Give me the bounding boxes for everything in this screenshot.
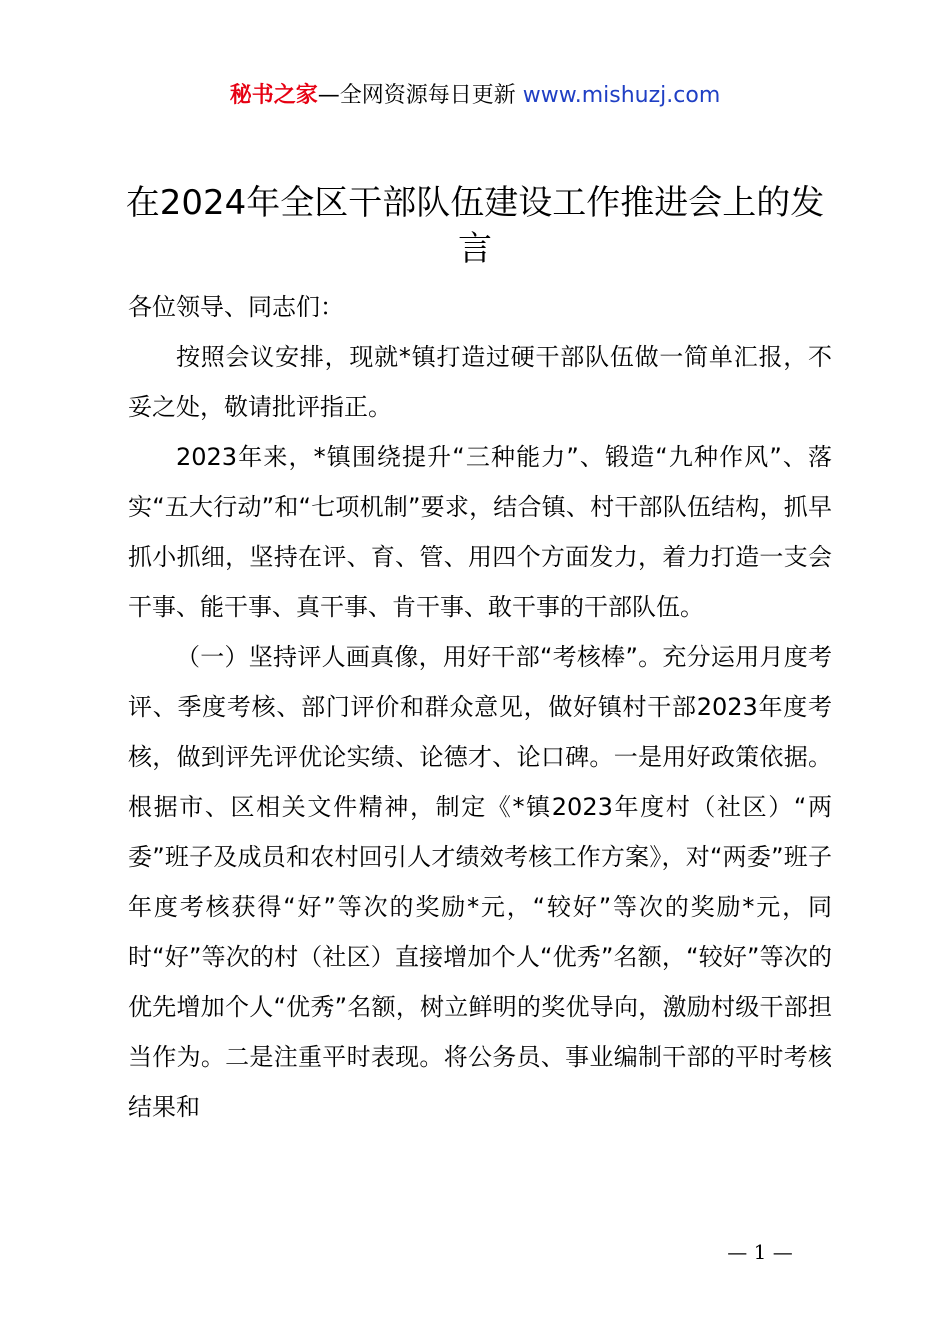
body-paragraph: （一）坚持评人画真像，用好干部“考核棒”。充分运用月度考评、季度考核、部门评价和群众意见，做好镇村干部2023年度考核，做到评先评优论实绩、论德才、论口碑。一是用好政策依据。根据市、区相关文件精神，制定《*镇2023年度村（社区）“两委”班子及成员和农村回引人才绩效考核工作方案》，对“两委”班子年度考核获得“好”等次的奖励*元，“较好”等次的奖励*元，同时“好”等次的村（社区）直接增加个人“优秀”名额，“较好”等次的优先增加个人“优秀”名额，树立鲜明的奖优导向，激励村级干部担当作为。二是注重平时表现。将公务员、事业编制干部的平时考核结果和 [128,643,832,1121]
document-title: 在2024年全区干部队伍建设工作推进会上的发言 [125,183,825,269]
site-url-link[interactable]: www.mishuzj.com [522,83,721,108]
brand-name: 秘书之家 [229,83,318,108]
body-paragraph: 2023年来，*镇围绕提升“三种能力”、锻造“九种作风”、落实“五大行动”和“七项机制”要求，结合镇、村干部队伍结构，抓早抓小抓细，坚持在评、育、管、用四个方面发力，着力打造一支会干事、能干事、真干事、肯干事、敢干事的干部队伍。 [128,443,832,621]
site-header [0,80,950,112]
body-paragraph: 按照会议安排，现就*镇打造过硬干部队伍做一简单汇报，不妥之处，敬请批评指正。 [128,343,832,421]
header-tagline: —全网资源每日更新 [317,83,523,108]
page-number: — 1 — [727,1240,793,1264]
document-body [128,282,832,1132]
salutation: 各位领导、同志们： [128,293,344,321]
